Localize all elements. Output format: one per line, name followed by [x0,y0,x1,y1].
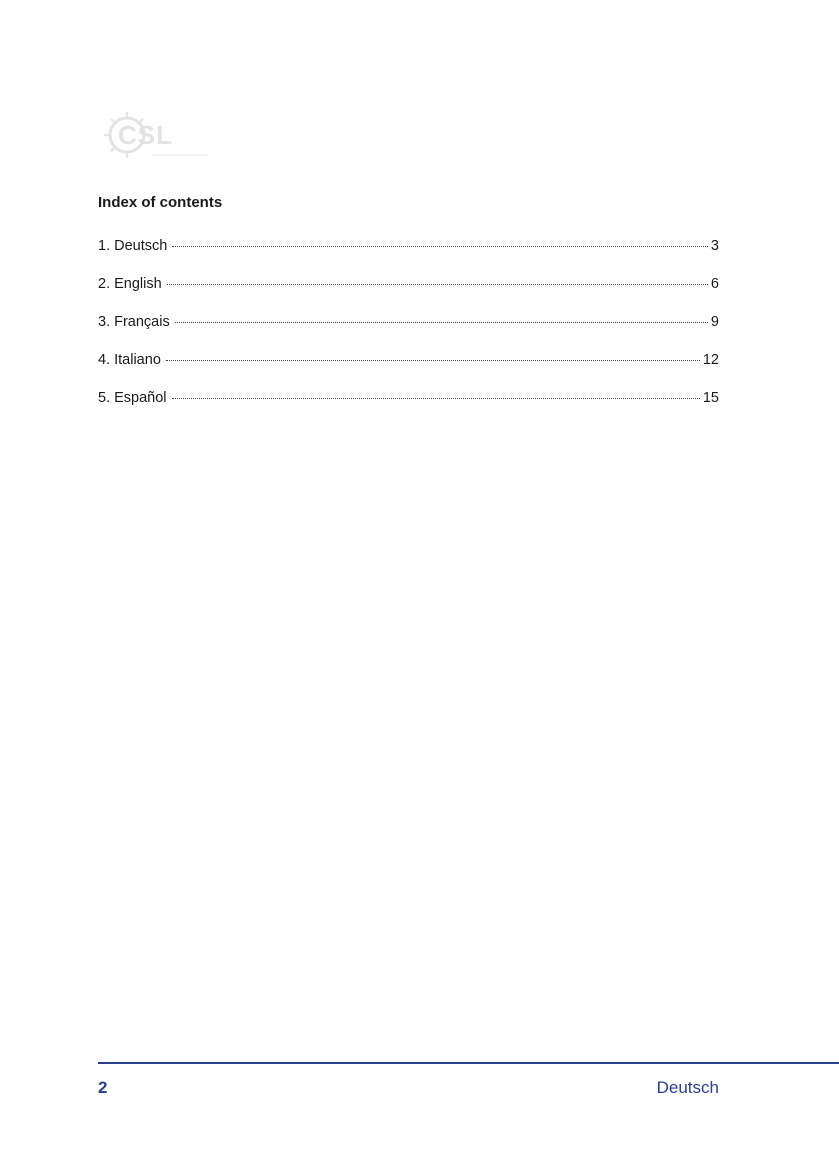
toc-dot-leader [166,360,700,361]
toc-entry-francais[interactable] [98,314,719,352]
toc-title: Index of contents [98,194,223,211]
toc-dot-leader [167,284,708,285]
toc-entry-page: 12 [702,352,719,368]
toc-entry-label: 3. Français [98,314,170,330]
footer-divider [98,1062,839,1064]
toc-entry-label: 5. Español [98,390,167,406]
toc-entry-page: 9 [710,314,719,330]
toc-entry-page: 6 [710,276,719,292]
toc-entry-deutsch[interactable] [98,238,719,276]
toc-entry-page: 3 [710,238,719,254]
csl-logo-icon [104,108,210,162]
toc-entry-label: 2. English [98,276,162,292]
toc-entry-espanol[interactable] [98,390,719,428]
toc-entry-label: 4. Italiano [98,352,161,368]
toc-entry-english[interactable] [98,276,719,314]
toc-entry-label: 1. Deutsch [98,238,168,254]
toc-entry-italiano[interactable] [98,352,719,390]
toc-entry-page: 15 [702,390,719,406]
logo-wordmark: CSL [118,120,173,150]
toc-dot-leader [175,322,708,323]
footer-section-name: Deutsch [656,1078,719,1097]
toc-dot-leader [172,246,708,247]
toc-list [98,238,719,428]
toc-dot-leader [172,398,700,399]
page-number: 2 [98,1078,108,1097]
